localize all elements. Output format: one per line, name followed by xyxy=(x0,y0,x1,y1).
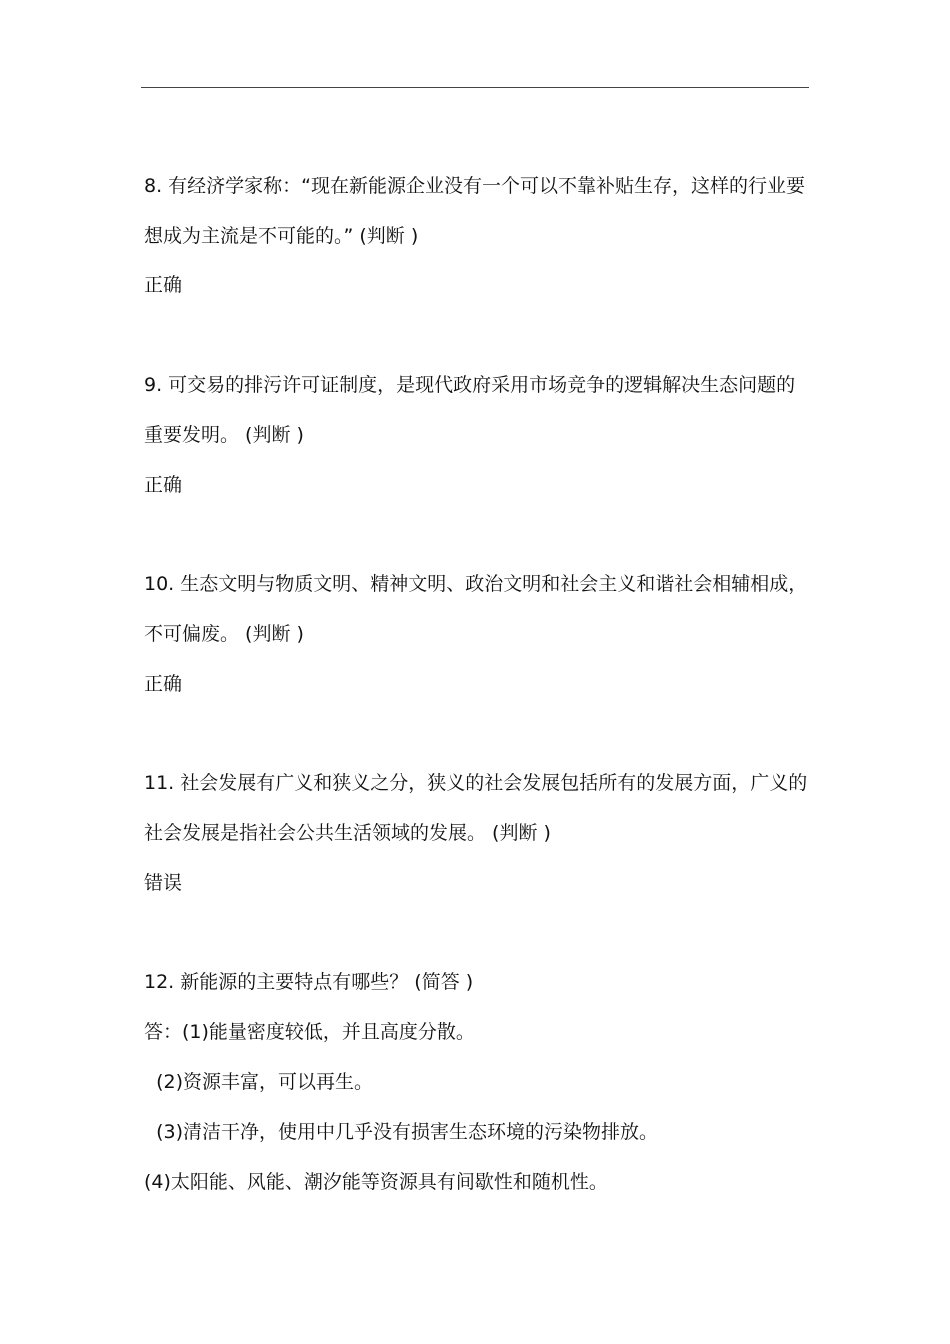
header-rule xyxy=(141,87,809,88)
question-text-line: 8. 有经济学家称：“现在新能源企业没有一个可以不靠补贴生存，这样的行业要 xyxy=(144,175,806,197)
answer-text-line: (2)资源丰富，可以再生。 xyxy=(144,1071,373,1093)
question-text-line: 想成为主流是不可能的。” (判断 ) xyxy=(144,225,419,247)
answer-text-line: 答：(1)能量密度较低，并且高度分散。 xyxy=(144,1021,475,1043)
question-text-line: 9. 可交易的排污许可证制度，是现代政府采用市场竞争的逻辑解决生态问题的 xyxy=(144,374,796,396)
question-text-line: 10. 生态文明与物质文明、精神文明、政治文明和社会主义和谐社会相辅相成， xyxy=(144,573,808,595)
question-text-line: 社会发展是指社会公共生活领域的发展。 (判断 ) xyxy=(144,822,551,844)
answer-text: 正确 xyxy=(144,274,183,296)
answer-text-line: (4)太阳能、风能、潮汐能等资源具有间歇性和随机性。 xyxy=(144,1171,608,1193)
question-text-line: 重要发明。 (判断 ) xyxy=(144,424,304,446)
answer-text-line: (3)清洁干净，使用中几乎没有损害生态环境的污染物排放。 xyxy=(144,1121,658,1143)
question-text-line: 不可偏废。 (判断 ) xyxy=(144,623,304,645)
question-text-line: 12. 新能源的主要特点有哪些？ (简答 ) xyxy=(144,971,474,993)
answer-text: 正确 xyxy=(144,474,183,496)
answer-text: 正确 xyxy=(144,673,183,695)
answer-text: 错误 xyxy=(144,872,183,894)
question-text-line: 11. 社会发展有广义和狭义之分，狭义的社会发展包括所有的发展方面，广义的 xyxy=(144,772,808,794)
